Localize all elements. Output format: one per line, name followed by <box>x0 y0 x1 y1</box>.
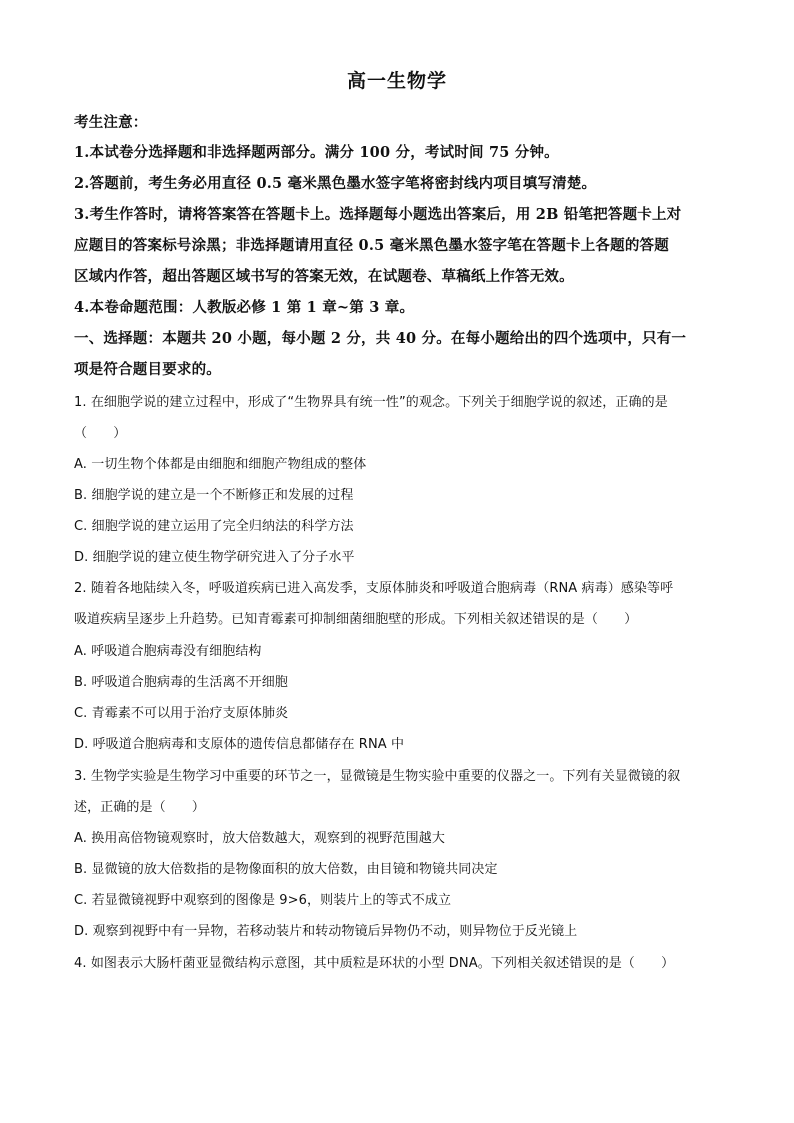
question-3-option-d: D. 观察到视野中有一异物，若移动装片和转动物镜后异物仍不动，则异物位于反光镜上 <box>74 924 578 939</box>
question-1-stem: 1. 在细胞学说的建立过程中，形成了“生物界具有统一性”的观念。下列关于细胞学说的叙述，正确的是 <box>74 395 668 410</box>
notice-item-3-cont1: 应题目的答案标号涂黑；非选择题请用直径 0.5 毫米黑色墨水签字笔在答题卡上各题的答题 <box>74 237 669 254</box>
question-1-stem-cont: （ ） <box>74 426 127 441</box>
question-1-option-c: C. 细胞学说的建立运用了完全归纳法的科学方法 <box>74 519 354 534</box>
question-1-option-b: B. 细胞学说的建立是一个不断修正和发展的过程 <box>74 488 354 503</box>
notice-item-4: 4.本卷命题范围：人教版必修 1 第 1 章~第 3 章。 <box>74 299 415 316</box>
question-3-stem: 3. 生物学实验是生物学习中重要的环节之一，显微镜是生物实验中重要的仪器之一。下列有关显微镜的叙 <box>74 769 681 784</box>
question-3-option-a: A. 换用高倍物镜观察时，放大倍数越大，观察到的视野范围越大 <box>74 831 445 846</box>
question-2-option-b: B. 呼吸道合胞病毒的生活离不开细胞 <box>74 675 288 690</box>
notice-item-2: 2.答题前，考生务必用直径 0.5 毫米黑色墨水签字笔将密封线内项目填写清楚。 <box>74 175 597 192</box>
question-4-stem: 4. 如图表示大肠杆菌亚显微结构示意图，其中质粒是环状的小型 DNA。下列相关叙述错误的是（ ） <box>74 956 675 971</box>
exam-title: 高一生物学 <box>346 70 447 92</box>
question-2-stem: 2. 随着各地陆续入冬，呼吸道疾病已进入高发季，支原体肺炎和呼吸道合胞病毒（RNA 病毒）感染等呼 <box>74 581 674 596</box>
question-3-option-c: C. 若显微镜视野中观察到的图像是 9>6，则装片上的等式不成立 <box>74 893 452 908</box>
question-2-option-d: D. 呼吸道合胞病毒和支原体的遗传信息都储存在 RNA 中 <box>74 737 405 752</box>
question-2-option-c: C. 青霉素不可以用于治疗支原体肺炎 <box>74 706 289 721</box>
question-3-option-b: B. 显微镜的放大倍数指的是物像面积的放大倍数，由目镜和物镜共同决定 <box>74 862 498 877</box>
question-3-stem-cont: 述，正确的是（ ） <box>74 800 206 815</box>
question-1-option-d: D. 细胞学说的建立使生物学研究进入了分子水平 <box>74 550 355 565</box>
question-1-option-a: A. 一切生物个体都是由细胞和细胞产物组成的整体 <box>74 457 367 472</box>
notice-item-1: 1.本试卷分选择题和非选择题两部分。满分 100 分，考试时间 75 分钟。 <box>74 144 559 161</box>
question-2-stem-cont: 吸道疾病呈逐步上升趋势。已知青霉素可抑制细菌细胞壁的形成。下列相关叙述错误的是（ ） <box>74 612 638 627</box>
notice-item-3: 3.考生作答时，请将答案答在答题卡上。选择题每小题选出答案后，用 2B 铅笔把答题卡上对 <box>74 206 682 223</box>
notice-heading: 考生注意： <box>74 114 148 131</box>
section-heading-cont: 项是符合题目要求的。 <box>74 361 221 378</box>
section-heading: 一、选择题：本题共 20 小题，每小题 2 分，共 40 分。在每小题给出的四个选项中，只有一 <box>74 330 687 347</box>
question-2-option-a: A. 呼吸道合胞病毒没有细胞结构 <box>74 644 262 659</box>
notice-item-3-cont2: 区域内作答，超出答题区域书写的答案无效，在试题卷、草稿纸上作答无效。 <box>74 268 574 285</box>
